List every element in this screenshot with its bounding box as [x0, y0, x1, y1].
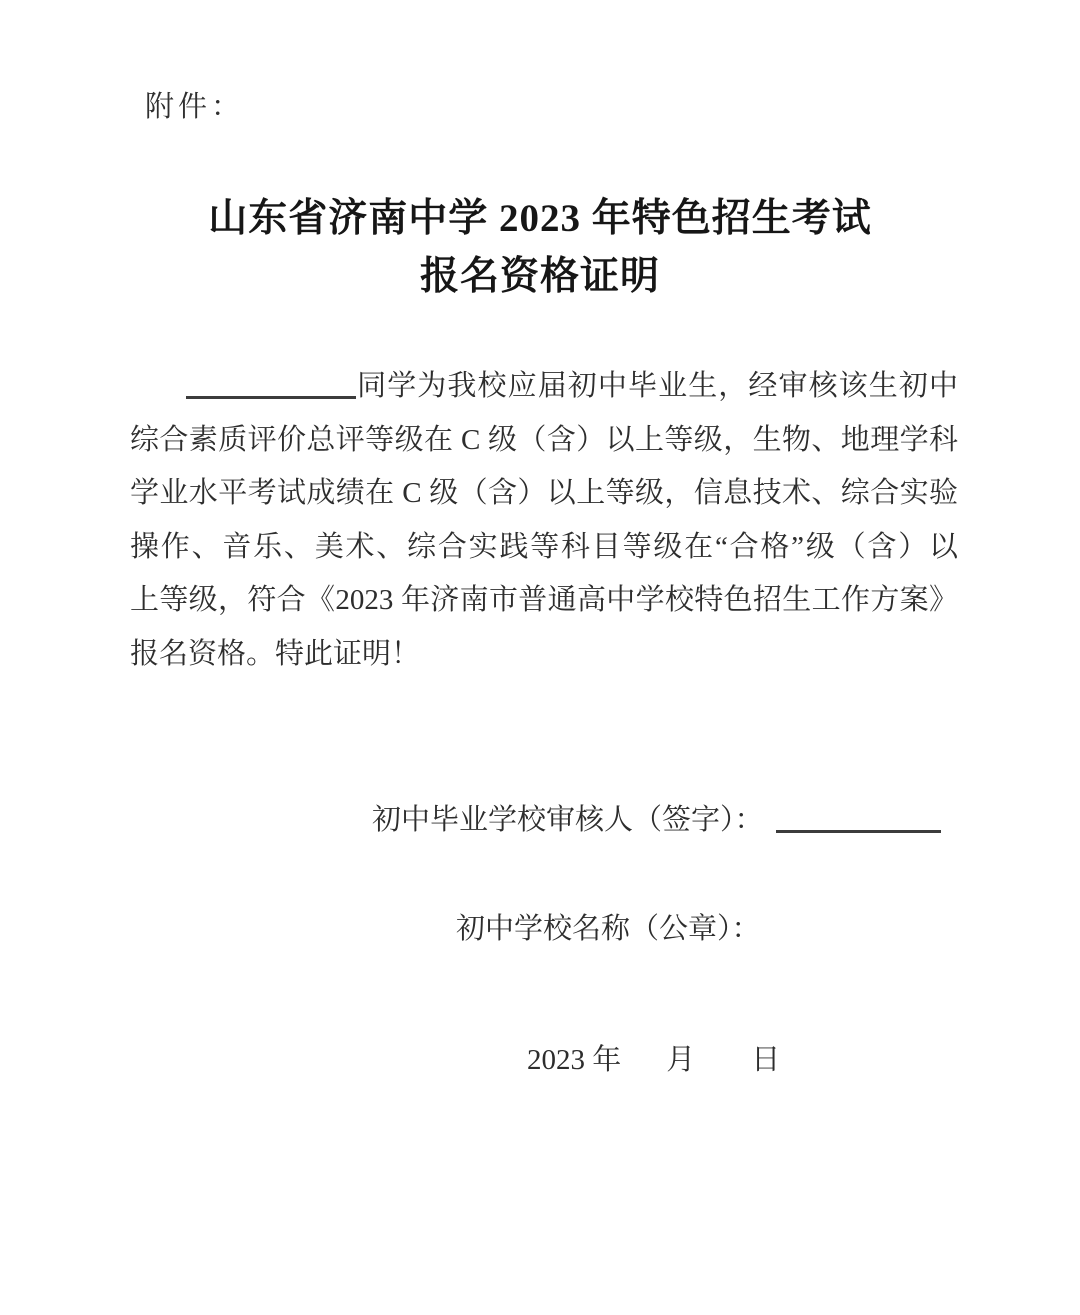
attachment-label: 附件：: [145, 91, 245, 123]
date-row: [527, 1037, 780, 1078]
body-line-text: 同学为我校应届初中毕业生，经审核该生初中: [356, 370, 958, 402]
document-title: [0, 190, 1080, 306]
body-line: [130, 360, 958, 414]
date-year-label: 2023 年: [527, 1044, 622, 1076]
body-line: 学业水平考试成绩在 C 级（含）以上等级，信息技术、综合实验: [130, 477, 958, 509]
body-line: 综合素质评价总评等级在 C 级（含）以上等级，生物、地理学科: [130, 423, 958, 456]
date-day-label: 日: [751, 1044, 781, 1076]
body-line: 报名资格。特此证明！: [130, 637, 421, 670]
document-title-line2: 报名资格证明: [419, 255, 660, 298]
body-line: 操作、音乐、美术、综合实践等科目等级在“合格”级（含）以: [130, 530, 958, 563]
school-seal-label: 初中学校名称（公章）：: [456, 913, 761, 945]
reviewer-signature-label: 初中毕业学校审核人（签字）：: [372, 804, 764, 836]
reviewer-signature-blank-line: [776, 801, 941, 833]
body-line: 上等级，符合《2023 年济南市普通高中学校特色招生工作方案》: [130, 584, 958, 616]
student-name-blank-line: [186, 367, 356, 399]
date-month-label: 月: [666, 1044, 696, 1076]
reviewer-signature-row: [372, 797, 941, 838]
school-seal-row: [456, 906, 761, 947]
document-title-line1: 山东省济南中学 2023 年特色招生考试: [208, 197, 872, 240]
document-body: [130, 360, 958, 681]
